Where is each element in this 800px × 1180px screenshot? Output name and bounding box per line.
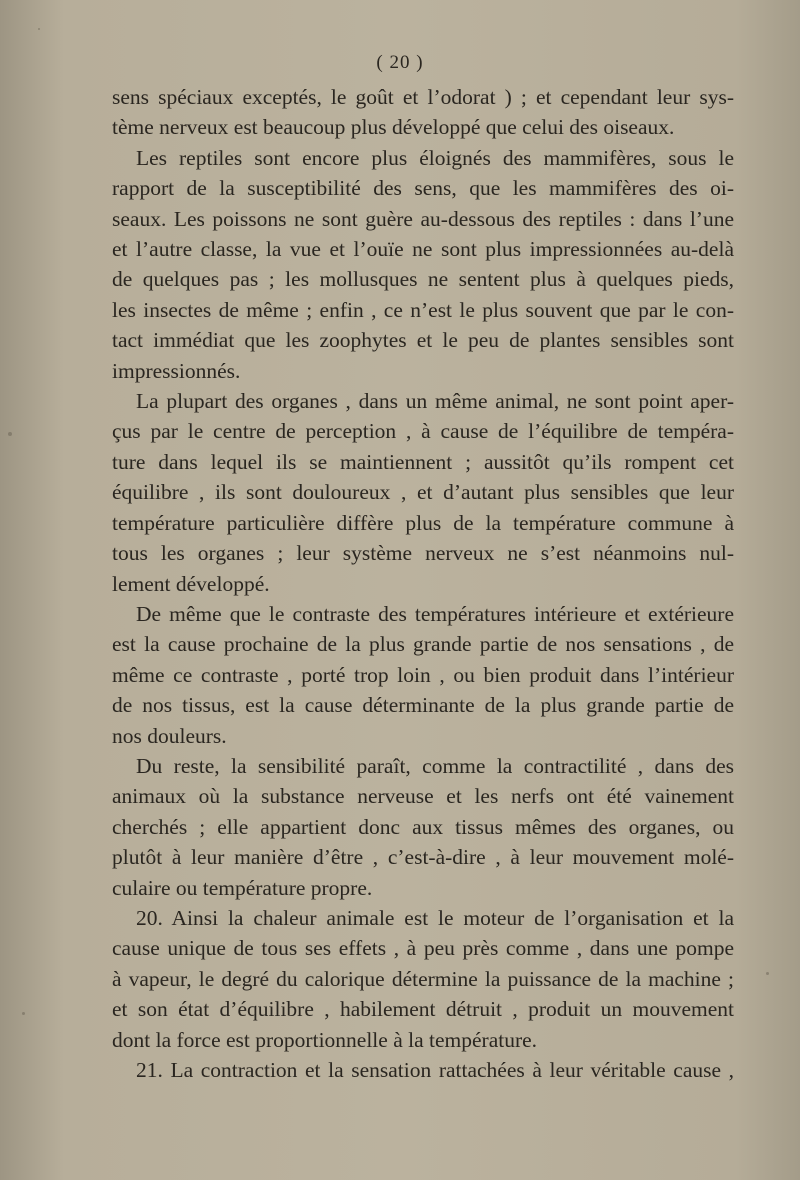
text-line: équilibre , ils sont douloureux , et d’autant plus sensibles que leur xyxy=(112,480,734,505)
text-line: 21. La contraction et la sensation rattachées à leur véritable cause , xyxy=(136,1058,734,1082)
paper-speck xyxy=(38,28,40,30)
text-line: animaux où la substance nerveuse et les nerfs ont été vainement xyxy=(112,784,734,809)
text-line: cause unique de tous ses effets , à peu près comme , dans une pompe xyxy=(112,936,734,961)
text-line: tème nerveux est beaucoup plus développé que celui des oiseaux. xyxy=(112,115,675,140)
text-line: plutôt à leur manière d’être , c’est-à-dire , à leur mouvement molé- xyxy=(112,845,734,870)
text-line: tact immédiat que les zoophytes et le peu de plantes sensibles sont xyxy=(112,328,734,353)
text-line: La plupart des organes , dans un même animal, ne sont point aper- xyxy=(136,389,734,414)
text-line: lement développé. xyxy=(112,571,270,596)
text-line: dont la force est proportionnelle à la température. xyxy=(112,1027,538,1052)
text-line: ture dans lequel ils se maintiennent ; aussitôt qu’ils rompent cet xyxy=(112,449,734,474)
text-line: Du reste, la sensibilité paraît, comme la contractilité , dans des xyxy=(136,753,734,778)
text-line: température particulière diffère plus de la température commune à xyxy=(112,510,734,535)
text-line: 20. Ainsi la chaleur animale est le moteur de l’organisation et la xyxy=(136,905,734,930)
text-line: est la cause prochaine de la plus grande partie de nos sensations , de xyxy=(112,632,734,657)
text-line: culaire ou température propre. xyxy=(112,875,373,900)
text-line: nos douleurs. xyxy=(112,723,227,748)
text-line: et son état d’équilibre , habilement détruit , produit un mouvement xyxy=(112,997,734,1022)
text-line: tous les organes ; leur système nerveux ne s’est néanmoins nul- xyxy=(112,541,734,566)
text-line: rapport de la susceptibilité des sens, que les mammifères des oi- xyxy=(112,176,734,201)
text-line: les insectes de même ; enfin , ce n’est le plus souvent que par le con- xyxy=(112,297,734,322)
text-line: çus par le centre de perception , à cause de l’équilibre de tempéra- xyxy=(112,419,734,444)
paper-speck xyxy=(8,432,12,436)
paper-speck xyxy=(766,972,769,975)
text-line: De même que le contraste des températures intérieure et extérieure xyxy=(136,601,734,626)
text-line: cherchés ; elle appartient donc aux tissus mêmes des organes, ou xyxy=(112,814,734,839)
text-line: impressionnés. xyxy=(112,358,241,383)
text-line: même ce contraste , porté trop loin , ou bien produit dans l’intérieur xyxy=(112,662,734,687)
text-line: Les reptiles sont encore plus éloignés des mammifères, sous le xyxy=(136,145,734,170)
text-line: seaux. Les poissons ne sont guère au-dessous des reptiles : dans l’une xyxy=(112,206,734,231)
body-text xyxy=(112,82,734,1085)
text-line: à vapeur, le degré du calorique détermine la puissance de la machine ; xyxy=(112,966,734,991)
text-line: de quelques pas ; les mollusques ne sentent plus à quelques pieds, xyxy=(112,267,734,292)
text-line: et l’autre classe, la vue et l’ouïe ne sont plus impressionnées au-delà xyxy=(112,237,734,262)
text-line: de nos tissus, est la cause déterminante de la plus grande partie de xyxy=(112,693,734,718)
paper-speck xyxy=(22,1012,25,1015)
text-line: sens spéciaux exceptés, le goût et l’odorat ) ; et cependant leur sys- xyxy=(112,85,734,109)
page-number: ( 20 ) xyxy=(376,52,424,73)
